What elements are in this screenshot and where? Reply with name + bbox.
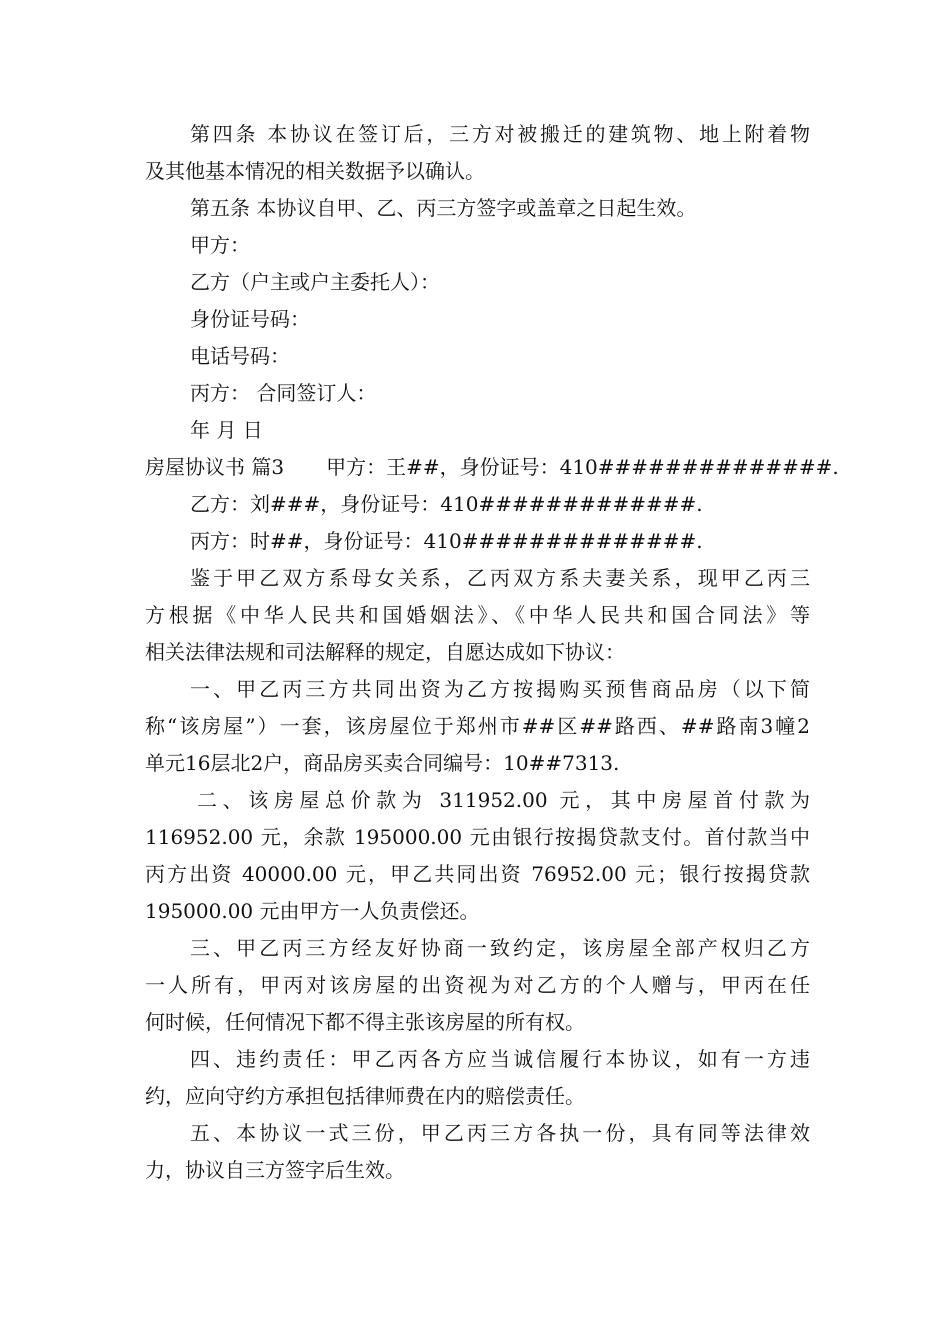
text-line: 116952.00 元，余款 195000.00 元由银行按揭贷款支付。首付款当中 (145, 825, 810, 849)
text-line: 甲方： (190, 233, 250, 257)
text-line: 年 月 日 (190, 418, 263, 442)
text-line: 三、甲乙丙三方经友好协商一致约定，该房屋全部产权归乙方 (190, 936, 810, 960)
text-line: 及其他基本情况的相关数据予以确认。 (145, 159, 485, 183)
party-c-line: 丙方：时##，身份证号：410##############. (190, 529, 703, 553)
text-line: 电话号码： (190, 344, 290, 368)
text-line: 195000.00 元由甲方一人负责偿还。 (145, 899, 480, 923)
text-line: 一人所有，甲丙对该房屋的出资视为对乙方的个人赠与，甲丙在任 (145, 973, 810, 997)
text-line: 鉴于甲乙双方系母女关系，乙丙双方系夫妻关系，现甲乙丙三 (190, 566, 810, 590)
document-body (145, 116, 839, 1189)
text-line: 单元16层北2户，商品房买卖合同编号：10##7313. (145, 751, 620, 775)
section-heading-line (145, 449, 839, 486)
text-line: 力，协议自三方签字后生效。 (145, 1158, 405, 1182)
party-a-line: 甲方：王##，身份证号：410##############. (326, 455, 839, 479)
text-line: 丙方： 合同签订人： (190, 381, 377, 405)
text-line: 丙方出资 40000.00 元，甲乙共同出资 76952.00 元；银行按揭贷款 (145, 862, 810, 886)
text-line: 四、违约责任：甲乙丙各方应当诚信履行本协议，如有一方违 (190, 1047, 810, 1071)
text-line: 约，应向守约方承担包括律师费在内的赔偿责任。 (145, 1084, 585, 1108)
text-line: 称“该房屋”）一套，该房屋位于郑州市##区##路西、##路南3幢2 (145, 714, 810, 738)
text-line: 相关法律法规和司法解释的规定，自愿达成如下协议： (145, 640, 625, 664)
text-line: 何时候，任何情况下都不得主张该房屋的所有权。 (145, 1010, 585, 1034)
party-b-line: 乙方：刘###，身份证号：410#############. (190, 492, 703, 516)
text-line: 第五条 本协议自甲、乙、丙三方签字或盖章之日起生效。 (190, 196, 697, 220)
text-line: 身份证号码： (190, 307, 310, 331)
text-line: 二、该房屋总价款为 311952.00 元，其中房屋首付款为 (197, 788, 810, 812)
text-line: 一、甲乙丙三方共同出资为乙方按揭购买预售商品房（以下简 (190, 677, 810, 701)
text-line: 五、本协议一式三份，甲乙丙三方各执一份，具有同等法律效 (190, 1121, 810, 1145)
text-line: 方根据《中华人民共和国婚姻法》、《中华人民共和国合同法》等 (145, 603, 810, 627)
text-line: 第四条 本协议在签订后，三方对被搬迁的建筑物、地上附着物 (190, 122, 810, 146)
section-heading: 房屋协议书 篇3 (145, 455, 285, 479)
text-line: 乙方（户主或户主委托人）： (190, 270, 440, 294)
